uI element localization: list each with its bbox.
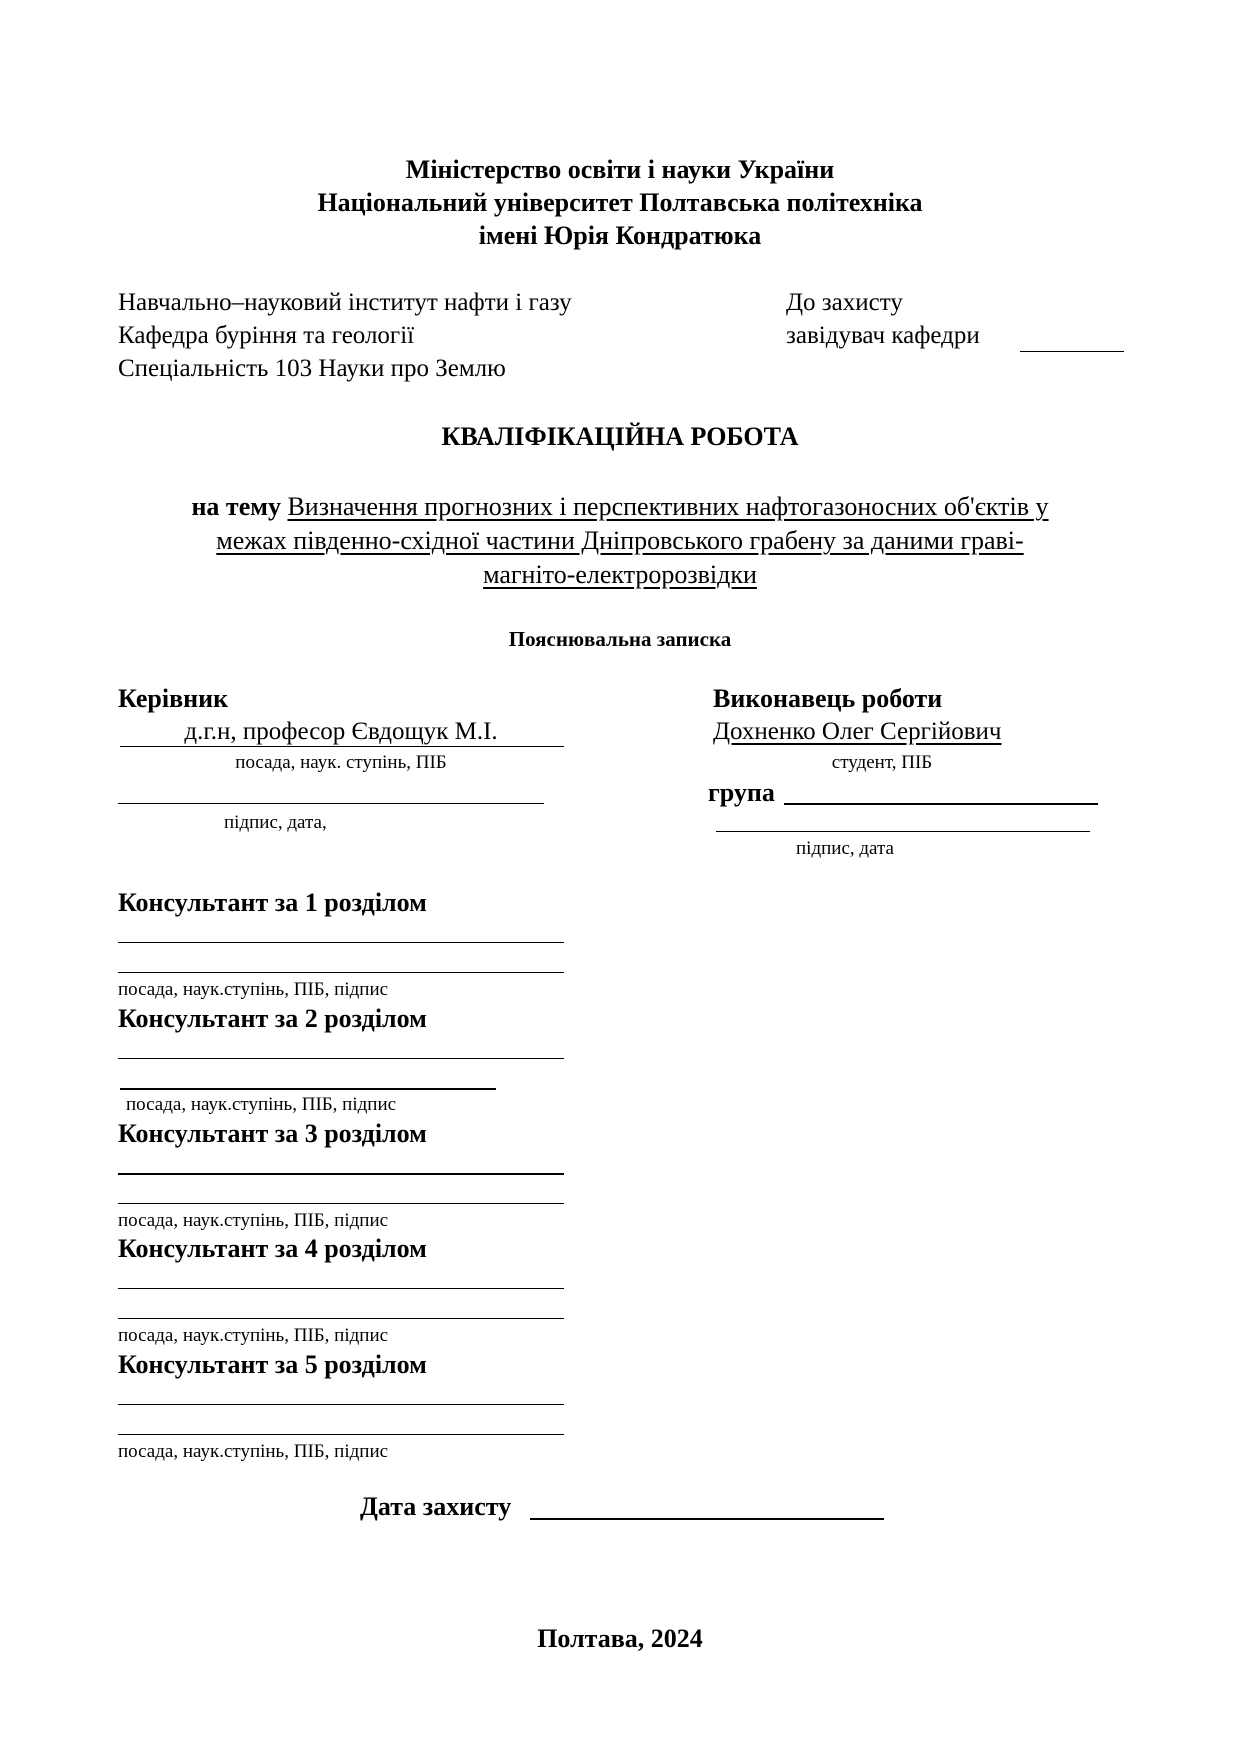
supervisor-heading: Керівник: [118, 684, 229, 713]
consultant-3-line-1: [118, 1173, 564, 1175]
institute-name: Навчально–науковий інститут нафти і газу: [118, 289, 572, 316]
executor-caption-student: студент, ПІБ: [831, 752, 933, 773]
specialty: Спеціальність 103 Науки про Землю: [118, 355, 506, 382]
consultant-1-line-1: [118, 942, 564, 943]
city-year: Полтава, 2024: [537, 1624, 703, 1653]
consultant-5-heading: Консультант за 5 розділом: [118, 1350, 427, 1379]
consultant-1-heading: Консультант за 1 розділом: [118, 888, 427, 917]
consultant-4-heading: Консультант за 4 розділом: [118, 1234, 427, 1263]
head-signature-line: [1020, 351, 1124, 352]
university-title: Національний університет Полтавська політехніка: [317, 188, 923, 217]
consultant-3-line-2: [118, 1203, 564, 1204]
document-title: КВАЛІФІКАЦІЙНА РОБОТА: [441, 422, 799, 451]
consultant-5-line-2: [118, 1434, 564, 1435]
topic-text-1: Визначення прогнозних і перспективних нафтогазоносних об'єктів у: [287, 492, 1049, 521]
consultant-5-line-1: [118, 1404, 564, 1405]
supervisor-name-line: [120, 746, 564, 747]
consultant-4-caption: посада, наук.ступінь, ПІБ, підпис: [118, 1325, 389, 1346]
consultant-5-caption: посада, наук.ступінь, ПІБ, підпис: [118, 1441, 389, 1462]
consultant-1-line-2: [118, 972, 564, 973]
consultant-4-line-1: [118, 1288, 564, 1289]
topic-label: на тему: [191, 492, 281, 521]
consultant-2-heading: Консультант за 2 розділом: [118, 1004, 427, 1033]
university-name: імені Юрія Кондратюка: [478, 221, 762, 250]
executor-heading: Виконавець роботи: [713, 684, 943, 713]
executor-caption-signature: підпис, дата: [796, 838, 894, 859]
topic-line-1: [0, 492, 1240, 522]
group-line: [784, 803, 1098, 805]
supervisor-caption-position: посада, наук. ступінь, ПІБ: [235, 752, 447, 773]
department-name: Кафедра буріння та геології: [118, 322, 415, 349]
defense-date-label: Дата захисту: [360, 1492, 512, 1521]
consultant-2-line-2: [120, 1088, 496, 1090]
head-of-department-label: завідувач кафедри: [786, 322, 980, 349]
explanatory-note-title: Пояснювальна записка: [508, 627, 732, 651]
supervisor-name: д.г.н, професор Євдощук М.І.: [184, 718, 498, 745]
consultant-2-line-1: [118, 1058, 564, 1059]
approval-label: До захисту: [786, 289, 903, 316]
consultant-1-caption: посада, наук.ступінь, ПІБ, підпис: [118, 979, 389, 1000]
executor-signature-line: [716, 831, 1090, 832]
topic-text-2: межах південно-східної частини Дніпровського грабену за даними граві-: [216, 526, 1024, 555]
defense-date-line: [530, 1518, 884, 1520]
consultant-3-heading: Консультант за 3 розділом: [118, 1119, 427, 1148]
consultant-3-caption: посада, наук.ступінь, ПІБ, підпис: [118, 1210, 389, 1231]
group-label: група: [708, 778, 775, 807]
supervisor-caption-signature: підпис, дата,: [224, 812, 327, 833]
executor-name: Дохненко Олег Сергійович: [713, 718, 1002, 745]
consultant-4-line-2: [118, 1318, 564, 1319]
consultant-2-caption: посада, наук.ступінь, ПІБ, підпис: [126, 1094, 397, 1115]
supervisor-signature-line: [118, 803, 544, 804]
topic-text-3: магніто-електророзвідки: [483, 560, 757, 589]
ministry-title: Міністерство освіти і науки України: [405, 155, 835, 184]
